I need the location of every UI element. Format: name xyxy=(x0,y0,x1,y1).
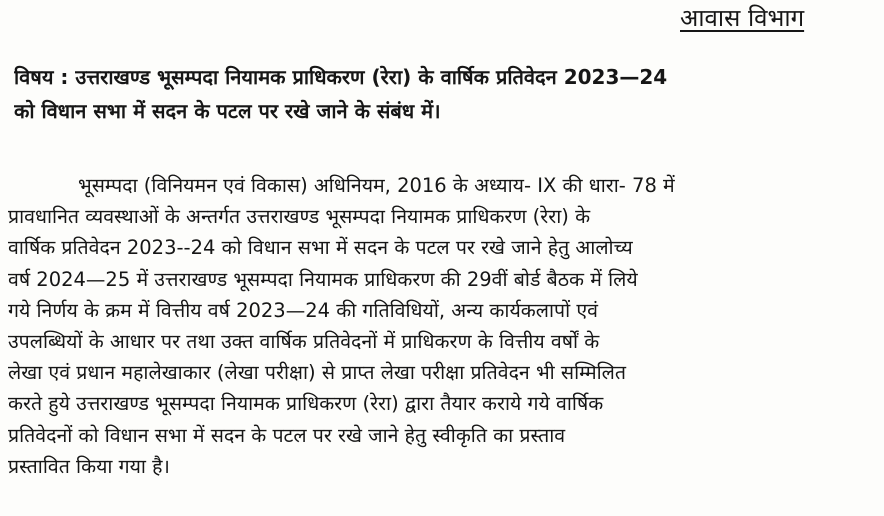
paragraph-line: करते हुये उत्तराखण्ड भूसम्पदा नियामक प्राधिकरण (रेरा) द्वारा तैयार कराये गये वार्षिक xyxy=(8,392,604,416)
paragraph-line: वार्षिक प्रतिवेदन 2023--24 को विधान सभा में सदन के पटल पर रखे जाने हेतु आलोच्य xyxy=(8,236,633,260)
subject-line: को विधान सभा में सदन के पटल पर रखे जाने के संबंध में। xyxy=(14,99,441,123)
paragraph-line: प्रावधानित व्यवस्थाओं के अन्तर्गत उत्तराखण्ड भूसम्पदा नियामक प्राधिकरण (रेरा) के xyxy=(8,205,591,229)
paragraph-line: लेखा एवं प्रधान महालेखाकार (लेखा परीक्षा) से प्राप्त लेखा परीक्षा प्रतिवेदन भी सम्मिलित xyxy=(8,361,627,385)
body-paragraph xyxy=(8,170,878,482)
paragraph-line: प्रस्तावित किया गया है। xyxy=(8,454,170,478)
subject-line: विषय : उत्तराखण्ड भूसम्पदा नियामक प्राधिकरण (रेरा) के वार्षिक प्रतिवेदन 2023—24 xyxy=(14,65,668,89)
department-heading: आवास विभाग xyxy=(680,4,805,32)
subject-block xyxy=(14,60,876,128)
paragraph-line: गये निर्णय के क्रम में वित्तीय वर्ष 2023—24 की गतिविधियों, अन्य कार्यकलापों एवं xyxy=(8,298,598,322)
paragraph-line: वर्ष 2024—25 में उत्तराखण्ड भूसम्पदा नियामक प्राधिकरण की 29वीं बोर्ड बैठक में लिये xyxy=(8,267,638,291)
paragraph-line: प्रतिवेदनों को विधान सभा में सदन के पटल पर रखे जाने हेतु स्वीकृति का प्रस्ताव xyxy=(8,423,566,447)
paragraph-line: उपलब्धियों के आधार पर तथा उक्त वार्षिक प्रतिवेदनों में प्राधिकरण के वित्तीय वर्षों के xyxy=(8,330,600,354)
paragraph-line: भूसम्पदा (विनियमन एवं विकास) अधिनियम, 2016 के अध्याय- IX की धारा- 78 में xyxy=(78,174,675,197)
